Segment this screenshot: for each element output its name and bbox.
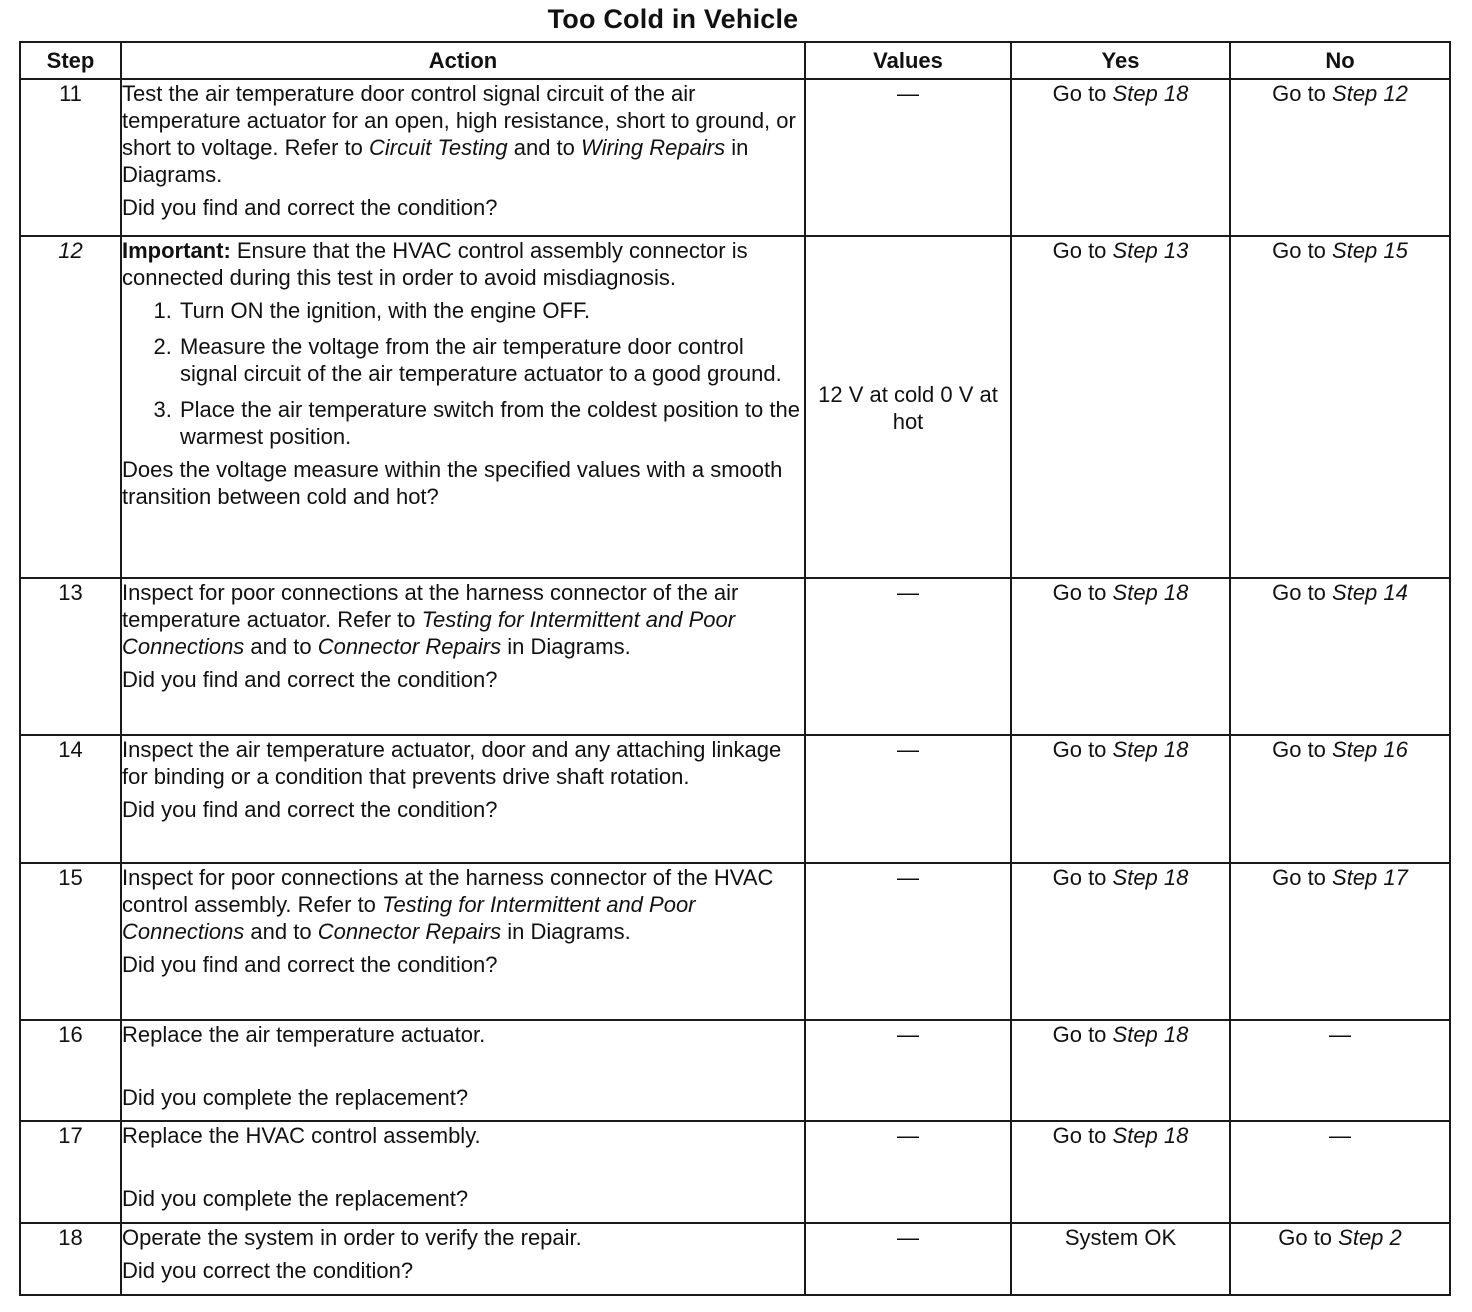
- action-question: Did you find and correct the condition?: [122, 195, 498, 220]
- action-cell: [121, 735, 805, 863]
- values-cell: —: [805, 863, 1011, 1020]
- action-cell: [121, 79, 805, 236]
- yes-cell: [1011, 863, 1230, 1020]
- diagnostic-table: [19, 41, 1451, 1296]
- goto-prefix: Go to: [1272, 737, 1333, 762]
- list-item: 2. Measure the voltage from the air temperature door control signal circuit of the air temperature actuator to a good ground.: [178, 333, 804, 387]
- goto-target: Step 18: [1112, 865, 1189, 890]
- action-text-part: in Diagrams.: [501, 919, 631, 944]
- goto-prefix: Go to: [1052, 580, 1113, 605]
- action-text: Replace the air temperature actuator.: [122, 1022, 486, 1047]
- action-text: [122, 864, 804, 945]
- values-cell: 12 V at cold 0 V at hot: [805, 236, 1011, 578]
- action-question: Does the voltage measure within the specified values with a smooth transition between cold and hot?: [122, 457, 783, 509]
- action-text-part: in Diagrams.: [122, 135, 749, 187]
- procedure-list: [122, 297, 804, 450]
- yes-cell: System OK: [1011, 1223, 1230, 1295]
- no-cell: —: [1230, 1121, 1450, 1223]
- goto-target: Step 14: [1332, 580, 1408, 605]
- values-cell: —: [805, 735, 1011, 863]
- no-cell: [1230, 236, 1450, 578]
- action-text: [122, 80, 804, 188]
- goto-prefix: Go to: [1272, 580, 1333, 605]
- yes-cell: [1011, 79, 1230, 236]
- goto-target: Step 2: [1338, 1225, 1402, 1250]
- table-row: [20, 79, 1450, 236]
- goto-prefix: Go to: [1052, 238, 1113, 263]
- action-text-part: Inspect for poor connections at the harness connector of the air temperature actuator. Refer to: [122, 580, 739, 632]
- values-cell: —: [805, 1020, 1011, 1121]
- table-row: [20, 1020, 1450, 1121]
- step-number: 17: [20, 1121, 121, 1223]
- list-item: 3. Place the air temperature switch from the coldest position to the warmest position.: [178, 396, 804, 450]
- step-number: 14: [20, 735, 121, 863]
- yes-cell: [1011, 735, 1230, 863]
- goto-target: Step 18: [1112, 1022, 1189, 1047]
- reference-link-text: Wiring Repairs: [581, 135, 726, 160]
- no-cell: [1230, 735, 1450, 863]
- no-cell: —: [1230, 1020, 1450, 1121]
- goto-target: Step 15: [1332, 238, 1408, 263]
- yes-cell: [1011, 1121, 1230, 1223]
- values-cell: —: [805, 1121, 1011, 1223]
- yes-cell: [1011, 578, 1230, 735]
- list-item: 1. Turn ON the ignition, with the engine OFF.: [178, 297, 804, 324]
- action-text-part: Inspect for poor connections at the harness connector of the HVAC control assembly. Refer to: [122, 865, 774, 917]
- goto-prefix: Go to: [1278, 1225, 1339, 1250]
- action-cell: [121, 578, 805, 735]
- goto-prefix: Go to: [1272, 238, 1333, 263]
- goto-target: Step 18: [1112, 81, 1189, 106]
- action-cell: [121, 1121, 805, 1223]
- step-number-text: 12: [58, 238, 83, 263]
- no-cell: [1230, 863, 1450, 1020]
- action-text: Replace the HVAC control assembly.: [122, 1123, 481, 1148]
- reference-link-text: Testing for Intermittent and Poor Connections: [122, 892, 696, 944]
- action-text-part: and to: [507, 135, 581, 160]
- no-cell: [1230, 1223, 1450, 1295]
- step-number: 11: [20, 79, 121, 236]
- step-number: [20, 236, 121, 578]
- goto-target: Step 18: [1112, 1123, 1189, 1148]
- goto-target: Step 18: [1112, 737, 1189, 762]
- header-values: Values: [805, 42, 1011, 79]
- goto-prefix: Go to: [1052, 1022, 1113, 1047]
- values-cell: —: [805, 1223, 1011, 1295]
- page-title: Too Cold in Vehicle: [547, 4, 799, 34]
- values-cell: —: [805, 578, 1011, 735]
- goto-prefix: Go to: [1272, 865, 1333, 890]
- important-text: Ensure that the HVAC control assembly connector is connected during this test in order to avoid misdiagnosis.: [122, 238, 748, 290]
- goto-prefix: Go to: [1052, 81, 1113, 106]
- goto-prefix: Go to: [1052, 737, 1113, 762]
- action-text: Operate the system in order to verify the repair.: [122, 1225, 582, 1250]
- action-text-part: in Diagrams.: [501, 634, 631, 659]
- goto-target: Step 12: [1332, 81, 1408, 106]
- action-text: Inspect the air temperature actuator, door and any attaching linkage for binding or a condition that prevents drive shaft rotation.: [122, 737, 782, 789]
- goto-prefix: Go to: [1052, 1123, 1113, 1148]
- action-text: [122, 579, 804, 660]
- table-row: [20, 863, 1450, 1020]
- action-question: Did you complete the replacement?: [122, 1186, 469, 1211]
- step-number: 15: [20, 863, 121, 1020]
- step-number: 18: [20, 1223, 121, 1295]
- action-text-part: and to: [244, 634, 318, 659]
- goto-target: Step 18: [1112, 580, 1189, 605]
- goto-target: Step 13: [1112, 238, 1189, 263]
- reference-link-text: Circuit Testing: [369, 135, 508, 160]
- reference-link-text: Connector Repairs: [317, 919, 502, 944]
- table-row: [20, 236, 1450, 578]
- step-number: 16: [20, 1020, 121, 1121]
- reference-link-text: Connector Repairs: [317, 634, 502, 659]
- important-label: Important:: [122, 238, 231, 263]
- no-cell: [1230, 578, 1450, 735]
- table-row: [20, 735, 1450, 863]
- table-row: [20, 578, 1450, 735]
- action-question: Did you find and correct the condition?: [122, 797, 498, 822]
- action-cell: [121, 236, 805, 578]
- table-row: [20, 1223, 1450, 1295]
- action-cell: [121, 1223, 805, 1295]
- yes-cell: [1011, 1020, 1230, 1121]
- table-row: [20, 1121, 1450, 1223]
- step-number: 13: [20, 578, 121, 735]
- action-question: Did you find and correct the condition?: [122, 952, 498, 977]
- action-question: Did you correct the condition?: [122, 1258, 414, 1283]
- goto-prefix: Go to: [1052, 865, 1113, 890]
- header-step: Step: [20, 42, 121, 79]
- action-text-part: and to: [244, 919, 318, 944]
- action-cell: [121, 1020, 805, 1121]
- header-no: No: [1230, 42, 1450, 79]
- yes-cell: [1011, 236, 1230, 578]
- no-cell: [1230, 79, 1450, 236]
- header-action: Action: [121, 42, 805, 79]
- goto-prefix: Go to: [1272, 81, 1333, 106]
- goto-target: Step 16: [1332, 737, 1408, 762]
- reference-link-text: Testing for Intermittent and Poor Connections: [122, 607, 736, 659]
- header-yes: Yes: [1011, 42, 1230, 79]
- header-row: [20, 42, 1450, 79]
- action-cell: [121, 863, 805, 1020]
- important-note: [122, 237, 804, 291]
- action-question: Did you complete the replacement?: [122, 1085, 469, 1110]
- action-text-part: Test the air temperature door control signal circuit of the air temperature actuator for an open, high resistance, short to ground, or short to voltage. Refer to: [122, 81, 796, 160]
- values-cell: —: [805, 79, 1011, 236]
- action-question: Did you find and correct the condition?: [122, 667, 498, 692]
- goto-target: Step 17: [1332, 865, 1408, 890]
